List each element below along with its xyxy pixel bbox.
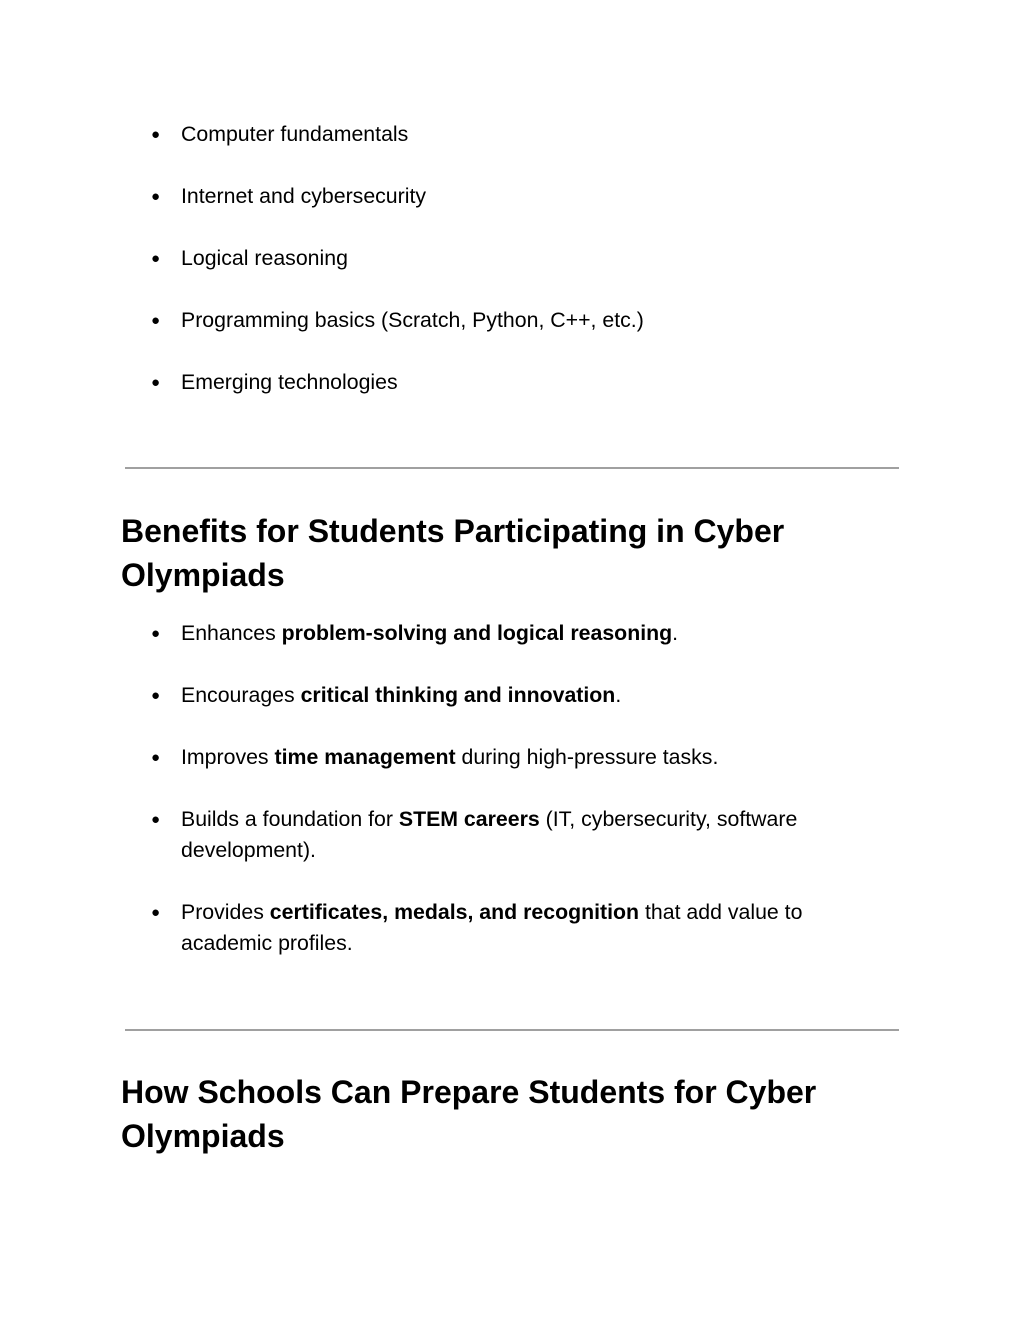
benefits-heading: Benefits for Students Participating in Cyber Olympiads — [121, 513, 785, 593]
section-divider — [125, 467, 899, 469]
list-item-text: Improves time management during high-pressure tasks. — [181, 745, 719, 769]
list-item-text: Logical reasoning — [181, 246, 348, 270]
list-item-text: Emerging technologies — [181, 370, 398, 394]
bullet-icon: ● — [151, 811, 161, 828]
bullet-icon: ● — [151, 250, 161, 267]
bullet-icon: ● — [151, 126, 161, 143]
schools-heading: How Schools Can Prepare Students for Cyber Olympiads — [121, 1074, 817, 1154]
list-item-text: Internet and cybersecurity — [181, 184, 427, 208]
list-item-text: Computer fundamentals — [181, 122, 409, 146]
bullet-icon: ● — [151, 687, 161, 704]
bullet-icon: ● — [151, 188, 161, 205]
bullet-icon: ● — [151, 749, 161, 766]
list-item-text: Programming basics (Scratch, Python, C++, etc.) — [181, 308, 644, 332]
bullet-icon: ● — [151, 625, 161, 642]
bullet-icon: ● — [151, 374, 161, 391]
list-item-text: Provides certificates, medals, and recognition that add value to academic profiles. — [181, 900, 803, 955]
list-item-text: Enhances problem-solving and logical reasoning. — [181, 621, 679, 645]
bullet-icon: ● — [151, 904, 161, 921]
bullet-icon: ● — [151, 312, 161, 329]
list-item-text: Builds a foundation for STEM careers (IT, cybersecurity, software development). — [181, 807, 798, 862]
list-item-text: Encourages critical thinking and innovation. — [181, 683, 622, 707]
section-divider — [125, 1029, 899, 1031]
